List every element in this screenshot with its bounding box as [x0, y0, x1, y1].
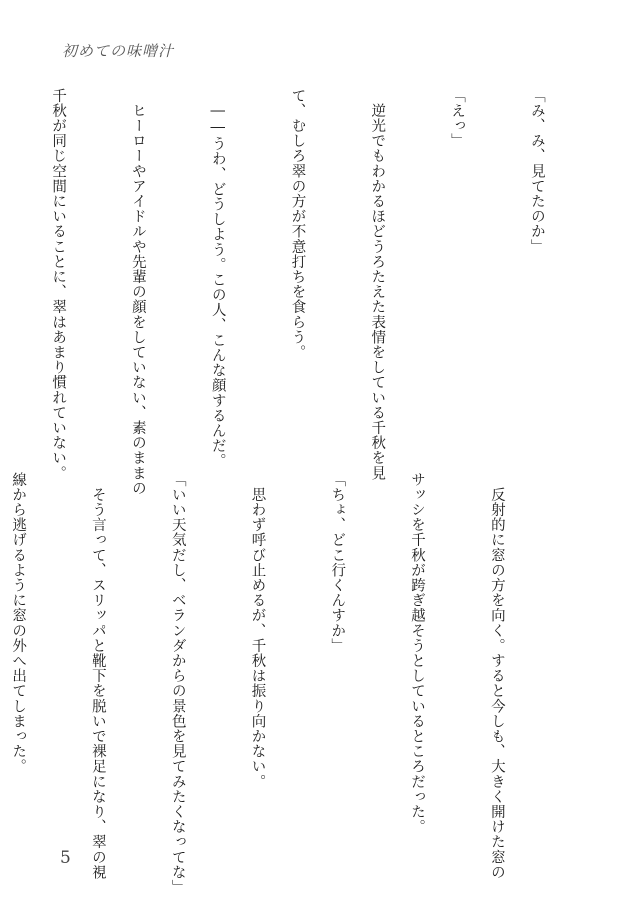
text-line: 「ちょ、どこ行くんすか」 — [329, 472, 346, 654]
text-line: 「いい天気だし、ベランダからの景色を見てみたくなってな」 — [169, 472, 186, 895]
text-line: て、むしろ翠の方が不意打ちを食らう。 — [289, 88, 306, 360]
running-header-title: 初めての味噌汁 — [62, 42, 175, 60]
text-line: 逆光でもわかるほどうろたえた表情をしている千秋を見 — [369, 88, 386, 481]
text-line: 線から逃げるように窓の外へ出てしまった。 — [10, 472, 27, 774]
text-line: ――うわ、どうしよう。この人、こんな顔するんだ。 — [209, 88, 226, 469]
text-block-bottom — [0, 472, 563, 895]
text-line: そう言って、スリッパと靴下を脱いで裸足になり、翠の視 — [89, 472, 106, 880]
text-line: 「えっ」 — [449, 88, 466, 149]
text-line: サッシを千秋が跨ぎ越そうとしているところだった。 — [409, 472, 426, 835]
text-block-top — [0, 88, 603, 496]
text-line: 「み、み、見てたのか」 — [528, 88, 545, 255]
text-line: 思わず呼び止めるが、千秋は振り向かない。 — [249, 472, 266, 790]
text-line: 千秋が同じ空間にいることに、翠はあまり慣れていない。 — [50, 88, 67, 481]
text-line: ヒーローやアイドルや先輩の顔をしていない、素のままの — [129, 88, 146, 496]
page-number: 5 — [60, 848, 71, 868]
text-line: 反射的に窓の方を向く。すると今しも、大きく開けた窓の — [488, 472, 505, 880]
